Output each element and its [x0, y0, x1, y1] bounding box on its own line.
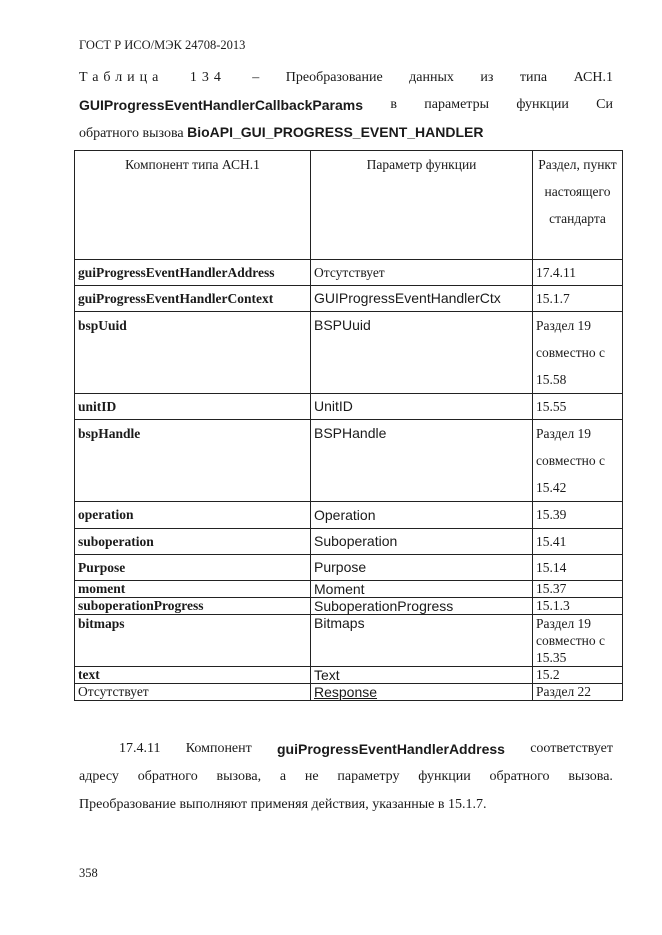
paragraph-line	[79, 763, 613, 791]
paragraph-word: вызова,	[216, 769, 262, 784]
table-row	[75, 529, 623, 555]
table-caption-line3	[79, 124, 613, 142]
cell-section: 17.4.11	[533, 260, 623, 286]
table-row	[75, 615, 623, 667]
header-param: Параметр функции	[311, 151, 533, 260]
header-section: Раздел, пункт настоящего стандарта	[533, 151, 623, 260]
cell-component: unitID	[75, 394, 311, 420]
cell-section: 15.1.7	[533, 286, 623, 312]
cell-param: UnitID	[311, 394, 533, 420]
table-row	[75, 581, 623, 598]
table-row	[75, 260, 623, 286]
cell-param: SuboperationProgress	[311, 598, 533, 615]
mapping-table	[74, 150, 623, 701]
cell-param: Text	[311, 667, 533, 684]
cell-section: 15.2	[533, 667, 623, 684]
caption-word: типа	[519, 70, 548, 85]
cell-section: Раздел 22	[533, 684, 623, 701]
paragraph-word: вызова.	[568, 769, 613, 784]
body-paragraph	[79, 735, 613, 819]
cell-section: 15.39	[533, 502, 623, 529]
cell-component: bitmaps	[75, 615, 311, 667]
cell-param: Operation	[311, 502, 533, 529]
caption-prefix: обратного вызова	[79, 126, 184, 141]
caption-word: АСН.1	[573, 70, 613, 85]
cell-param: GUIProgressEventHandlerCtx	[311, 286, 533, 312]
header-component: Компонент типа АСН.1	[75, 151, 311, 260]
cell-component: Отсутствует	[75, 684, 311, 701]
cell-component: operation	[75, 502, 311, 529]
table-row	[75, 394, 623, 420]
table-row	[75, 667, 623, 684]
cell-component: bspUuid	[75, 312, 311, 394]
cell-param: Purpose	[311, 555, 533, 581]
document-header: ГОСТ Р ИСО/МЭК 24708-2013	[79, 38, 246, 52]
paragraph-word: функции	[418, 769, 471, 784]
caption-word: в	[390, 97, 397, 112]
cell-section: Раздел 19 совместно с 15.35	[533, 615, 623, 667]
cell-param: Moment	[311, 581, 533, 598]
page-number: 358	[79, 866, 98, 880]
paragraph-word: Компонент	[185, 741, 252, 756]
cell-section: Раздел 19 совместно с 15.42	[533, 420, 623, 502]
table-row	[75, 555, 623, 581]
caption-type-name: GUIProgressEventHandlerCallbackParams	[79, 97, 364, 113]
cell-param: Bitmaps	[311, 615, 533, 667]
caption-word: из	[480, 70, 494, 85]
cell-component: guiProgressEventHandlerContext	[75, 286, 311, 312]
paragraph-word: обратного	[137, 769, 198, 784]
cell-section: 15.14	[533, 555, 623, 581]
cell-param: Suboperation	[311, 529, 533, 555]
cell-param: Response	[311, 684, 533, 701]
caption-word: параметры	[424, 97, 489, 112]
paragraph-line	[79, 735, 613, 763]
table-row	[75, 286, 623, 312]
caption-word: Преобразование	[285, 70, 383, 85]
paragraph-component: guiProgressEventHandlerAddress	[277, 741, 505, 757]
cell-component: text	[75, 667, 311, 684]
cell-section: Раздел 19 совместно с 15.58	[533, 312, 623, 394]
cell-component: guiProgressEventHandlerAddress	[75, 260, 311, 286]
table-caption-line2	[79, 97, 613, 113]
paragraph-word: соответствует	[530, 741, 613, 756]
cell-param: BSPHandle	[311, 420, 533, 502]
caption-word: Таблица	[79, 70, 164, 85]
caption-function-name: BioAPI_GUI_PROGRESS_EVENT_HANDLER	[187, 124, 484, 140]
cell-component: moment	[75, 581, 311, 598]
table-row	[75, 684, 623, 701]
paragraph-line: Преобразование выполняют применяя действия, указанные в 15.1.7.	[79, 797, 487, 812]
cell-section: 15.37	[533, 581, 623, 598]
cell-section: 15.1.3	[533, 598, 623, 615]
cell-param: BSPUuid	[311, 312, 533, 394]
table-row	[75, 502, 623, 529]
cell-component: bspHandle	[75, 420, 311, 502]
table-row	[75, 312, 623, 394]
table-caption-line1	[79, 70, 613, 86]
caption-table-number: 134	[189, 70, 226, 85]
table-row	[75, 420, 623, 502]
table-row	[75, 598, 623, 615]
cell-component: Purpose	[75, 555, 311, 581]
paragraph-word: параметру	[337, 769, 400, 784]
table-header-row	[75, 151, 623, 260]
cell-section: 15.55	[533, 394, 623, 420]
paragraph-word: а	[279, 769, 287, 784]
caption-word: функции	[516, 97, 569, 112]
paragraph-word: адресу	[79, 769, 119, 784]
paragraph-number: 17.4.11	[119, 741, 161, 756]
caption-dash: –	[252, 70, 260, 85]
cell-component: suboperation	[75, 529, 311, 555]
cell-section: 15.41	[533, 529, 623, 555]
paragraph-word: не	[304, 769, 319, 784]
caption-word: Си	[596, 97, 613, 112]
caption-word: данных	[409, 70, 454, 85]
cell-component: suboperationProgress	[75, 598, 311, 615]
cell-param: Отсутствует	[311, 260, 533, 286]
paragraph-word: обратного	[489, 769, 550, 784]
